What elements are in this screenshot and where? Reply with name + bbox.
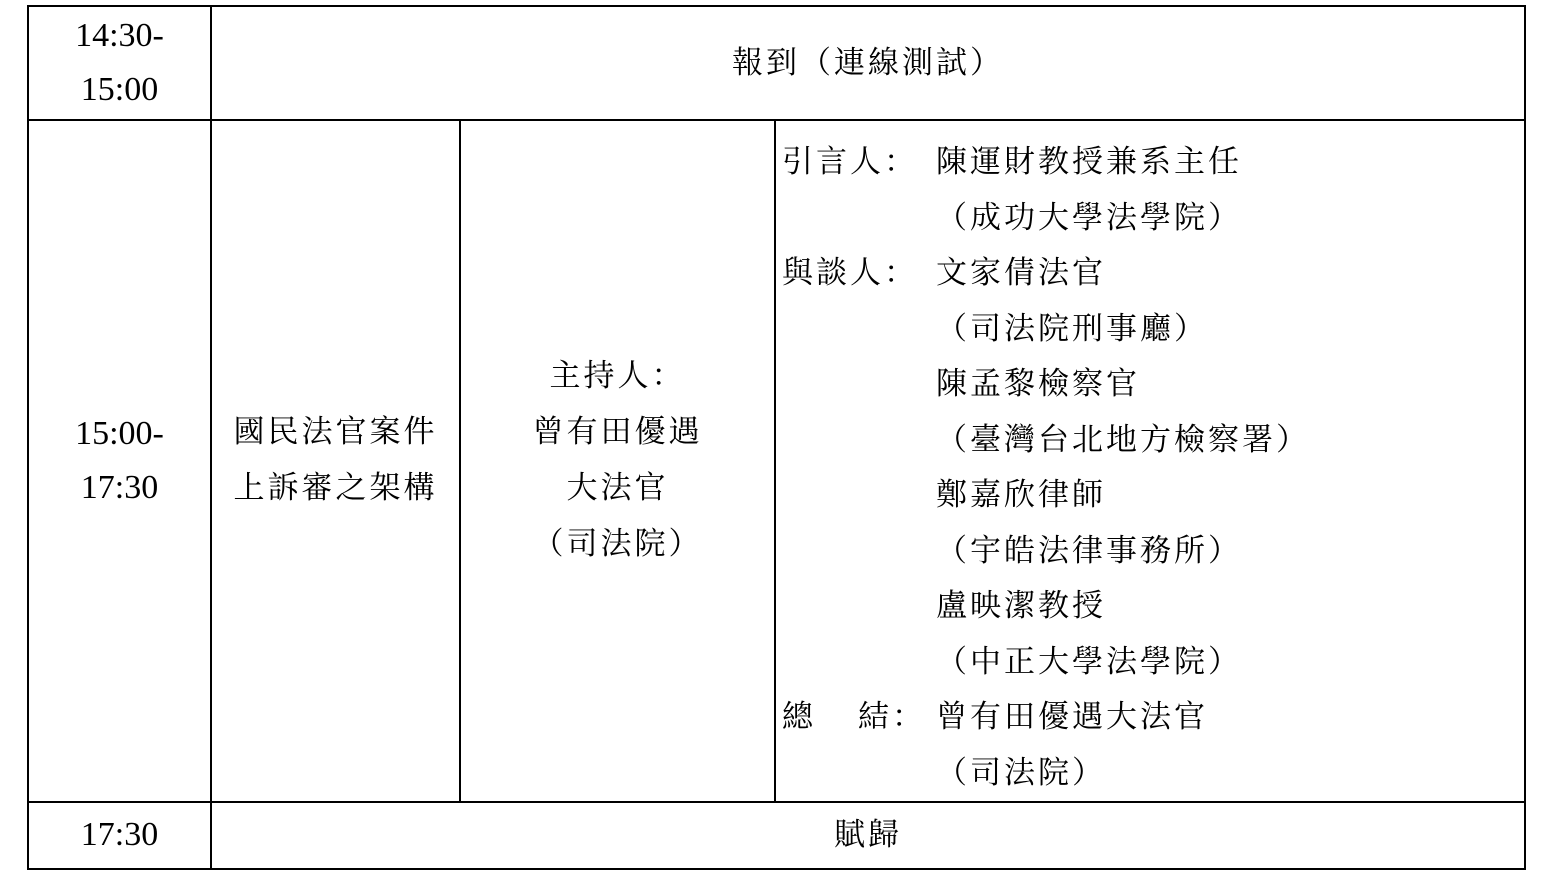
host-affiliation: （司法院）	[532, 525, 703, 562]
session-row	[28, 120, 1525, 802]
speaker-role	[782, 413, 936, 469]
speaker-text: （中正大學法學院）	[936, 643, 1242, 680]
speaker-line	[782, 246, 1524, 302]
speaker-text: 文家倩法官	[936, 255, 1106, 291]
speaker-text: 曾有田優遇大法官	[936, 699, 1208, 735]
host-label: 主持人：	[549, 358, 686, 395]
registration-time-end: 15:00	[80, 71, 159, 108]
speaker-line	[782, 191, 1524, 247]
closing-time-cell	[28, 802, 211, 869]
closing-label: 賦歸	[834, 817, 902, 854]
speaker-text: （司法院刑事廳）	[936, 310, 1208, 347]
speaker-role: 引言人：	[782, 144, 918, 180]
speaker-text: （宇皓法律事務所）	[936, 532, 1242, 569]
speaker-role	[782, 357, 936, 413]
session-time-end: 17:30	[80, 469, 159, 506]
closing-time: 17:30	[80, 816, 159, 854]
speaker-line	[782, 413, 1524, 469]
speaker-role	[782, 302, 936, 358]
session-topic-cell	[211, 120, 460, 802]
speaker-line	[782, 357, 1524, 413]
host-name-line2: 大法官	[566, 470, 669, 506]
speaker-text: 鄭嘉欣律師	[936, 477, 1106, 513]
speaker-line	[782, 579, 1524, 635]
speaker-role	[782, 191, 936, 247]
session-topic-line1: 國民法官案件	[233, 414, 438, 451]
speaker-text: （司法院）	[936, 754, 1106, 791]
speaker-line	[782, 635, 1524, 691]
registration-time-cell	[28, 6, 211, 120]
session-time-cell	[28, 120, 211, 802]
speaker-line	[782, 302, 1524, 358]
registration-row	[28, 6, 1525, 120]
speaker-text: 陳運財教授兼系主任	[936, 144, 1242, 180]
session-host-cell	[460, 120, 775, 802]
speaker-role	[782, 468, 936, 524]
speaker-role: 與談人：	[782, 255, 918, 291]
registration-label-cell	[211, 6, 1525, 120]
speaker-line	[782, 746, 1524, 802]
summary-role-b: 結：	[858, 699, 926, 735]
schedule-table	[27, 5, 1526, 870]
speaker-line	[782, 524, 1524, 580]
registration-label: 報到（連線測試）	[732, 44, 1004, 81]
speaker-text: （臺灣台北地方檢察署）	[936, 421, 1310, 458]
speaker-line	[782, 135, 1524, 191]
session-topic-line2: 上訴審之架構	[233, 470, 438, 506]
registration-time-start: 14:30-	[75, 16, 164, 54]
summary-role	[782, 690, 936, 746]
session-time-start: 15:00-	[75, 414, 164, 452]
speaker-role	[782, 579, 936, 635]
speaker-text: 盧映潔教授	[936, 588, 1106, 624]
speaker-role	[782, 524, 936, 580]
summary-role-a: 總	[782, 699, 816, 735]
speaker-text: （成功大學法學院）	[936, 199, 1242, 236]
speaker-text: 陳孟黎檢察官	[936, 366, 1140, 402]
speaker-role	[782, 635, 936, 691]
closing-row	[28, 802, 1525, 869]
speaker-line	[782, 468, 1524, 524]
speaker-line	[782, 690, 1524, 746]
closing-label-cell	[211, 802, 1525, 869]
host-name-line1: 曾有田優遇	[532, 414, 703, 451]
speaker-role	[782, 746, 936, 802]
session-speakers-cell	[775, 120, 1525, 802]
